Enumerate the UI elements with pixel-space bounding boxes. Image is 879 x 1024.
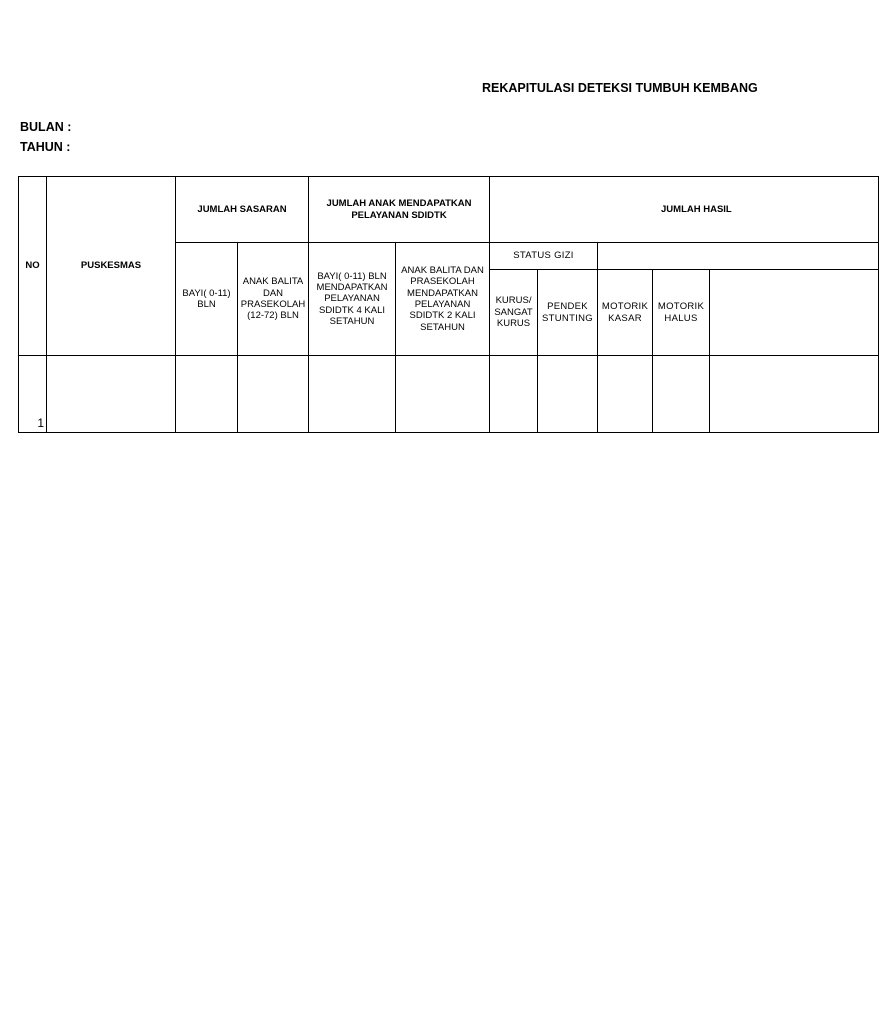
cell-sasaran-bayi[interactable] — [176, 356, 238, 433]
header-no: NO — [19, 177, 47, 356]
cell-puskesmas[interactable] — [47, 356, 176, 433]
header-jumlah-pelayanan: JUMLAH ANAK MENDAPATKAN PELAYANAN SDIDTK — [309, 177, 490, 243]
cell-gizi-pendek[interactable] — [538, 356, 598, 433]
tahun-label: TAHUN : — [20, 140, 71, 154]
header-motorik-halus: MOTORIK HALUS — [653, 270, 710, 356]
row-number: 1 — [19, 356, 47, 433]
cell-sasaran-balita[interactable] — [238, 356, 309, 433]
header-sasaran-bayi: BAYI( 0-11) BLN — [176, 243, 238, 356]
header-sasaran-balita: ANAK BALITA DAN PRASEKOLAH (12-72) BLN — [238, 243, 309, 356]
header-pelayanan-bayi: BAYI( 0-11) BLN MENDAPATKAN PELAYANAN SDIDTK 4 KALI SETAHUN — [309, 243, 396, 356]
cell-motorik-kasar[interactable] — [598, 356, 653, 433]
cell-extra[interactable] — [710, 356, 879, 433]
cell-gizi-kurus[interactable] — [490, 356, 538, 433]
header-gizi-kurus: KURUS/ SANGAT KURUS — [490, 270, 538, 356]
cell-motorik-halus[interactable] — [653, 356, 710, 433]
document-title: REKAPITULASI DETEKSI TUMBUH KEMBANG — [482, 81, 758, 95]
cell-pelayanan-balita[interactable] — [396, 356, 490, 433]
header-gizi-pendek: PENDEK STUNTING — [538, 270, 598, 356]
header-jumlah-hasil: JUMLAH HASIL — [490, 177, 879, 243]
bulan-label: BULAN : — [20, 120, 72, 134]
header-pelayanan-balita: ANAK BALITA DAN PRASEKOLAH MENDAPATKAN PELAYANAN SDIDTK 2 KALI SETAHUN — [396, 243, 490, 356]
header-jumlah-sasaran: JUMLAH SASARAN — [176, 177, 309, 243]
header-status-gizi: STATUS GIZI — [490, 243, 598, 270]
header-puskesmas: PUSKESMAS — [47, 177, 176, 356]
header-motorik-kasar: MOTORIK KASAR — [598, 270, 653, 356]
table-row — [19, 356, 879, 433]
cell-pelayanan-bayi[interactable] — [309, 356, 396, 433]
recap-table-viewport — [18, 176, 732, 434]
header-perkembangan-group — [598, 243, 879, 270]
header-extra — [710, 270, 879, 356]
recap-table — [18, 176, 879, 433]
